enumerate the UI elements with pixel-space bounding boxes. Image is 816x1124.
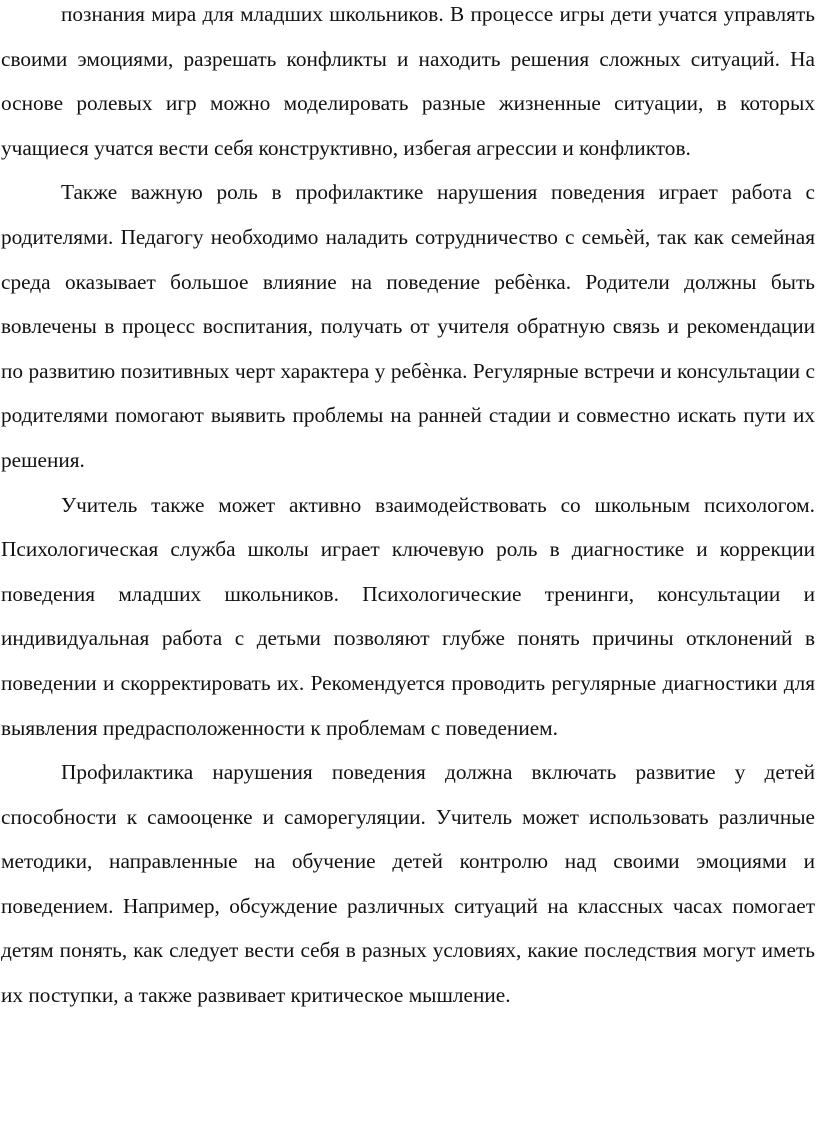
paragraph-4: Профилактика нарушения поведения должна включать развитие у детей способности к самооценке и саморегуляции. Учитель может использовать различные методики, направленные на обучение детей контролю над своими эмоциями и поведением. Например, обсуждение различных ситуаций на классных часах помогает детям понять, как следует вести себя в разных условиях, какие последствия могут иметь их поступки, а также развивает критическое мышление. bbox=[1, 760, 815, 1008]
paragraph-2: Также важную роль в профилактике нарушения поведения играет работа с родителями. Педагогу необходимо наладить сотрудничество с семьѐй, так как семейная среда оказывает большое влияние на поведение ребѐнка. Родители должны быть вовлечены в процесс воспитания, получать от учителя обратную связь и рекомендации по развитию позитивных черт характера у ребѐнка. Регулярные встречи и консультации с родителями помогают выявить проблемы на ранней стадии и совместно искать пути их решения. bbox=[1, 180, 815, 472]
paragraph-3: Учитель также может активно взаимодействовать со школьным психологом. Психологическая служба школы играет ключевую роль в диагностике и коррекции поведения младших школьников. Психологические тренинги, консультации и индивидуальная работа с детьми позволяют глубже понять причины отклонений в поведении и скорректировать их. Рекомендуется проводить регулярные диагностики для выявления предрасположенности к проблемам с поведением. bbox=[1, 492, 815, 740]
paragraph-1: познания мира для младших школьников. В процессе игры дети учатся управлять своими эмоциями, разрешать конфликты и находить решения сложных ситуаций. На основе ролевых игр можно моделировать разные жизненные ситуации, в которых учащиеся учатся вести себя конструктивно, избегая агрессии и конфликтов. bbox=[1, 2, 815, 160]
